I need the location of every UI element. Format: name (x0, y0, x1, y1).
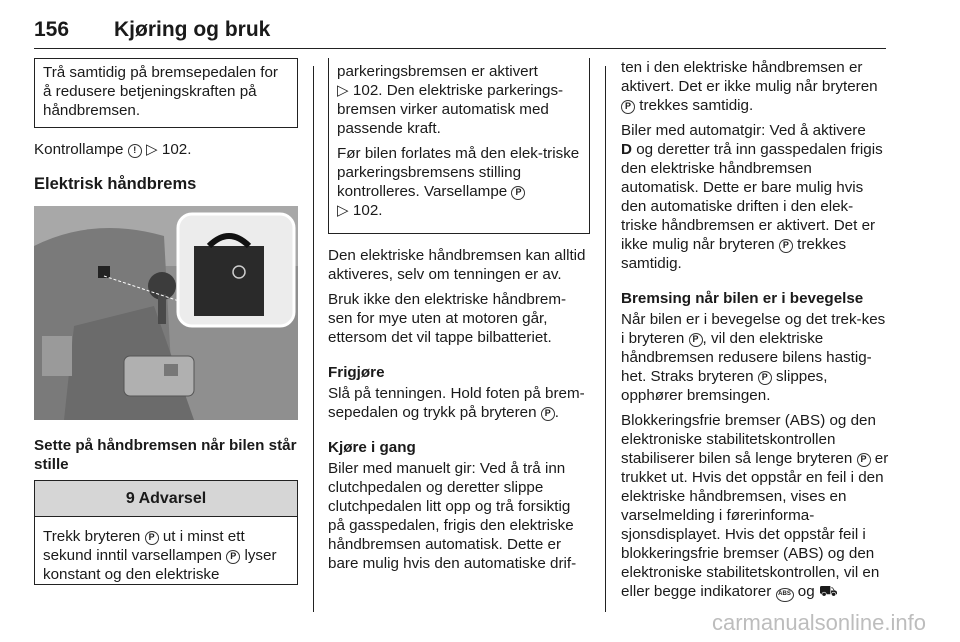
parking-brake-icon: P (145, 531, 159, 545)
page-number: 156 (34, 18, 70, 41)
column-1 (34, 62, 298, 585)
text-p3c: slippes, opphører bremsingen. (621, 368, 828, 404)
text-p2b: og deretter trå inn gasspedalen frigis den elektriske håndbremsen automatisk. Dette er bare mulig hvis den automatiske driften i den elek-triske håndbremsen er aktivert. Det er ikke mulig når bryteren (621, 141, 883, 253)
warning-body (35, 517, 297, 584)
subheading-stationary: Sette på håndbremsen når bilen står stille (34, 437, 297, 473)
text-p2c: trekkes samtidig. (621, 236, 847, 272)
handbrake-photo (34, 206, 298, 420)
text-p2a: Biler med automatgir: Ved å aktivere (621, 122, 866, 139)
text-p3b: , vil den elektriske håndbremsen redusere bilens hastig-het. Straks bryteren (621, 330, 872, 385)
parking-brake-icon: P (226, 550, 240, 564)
warning-text-a: Trekk bryteren (43, 528, 141, 545)
ref-arrow-icon: ▷ (337, 82, 349, 99)
ref-arrow-icon: ▷ (337, 202, 349, 219)
note-text: Trå samtidig på bremsepedalen for å redusere betjeningskraften på håndbremsen. (43, 64, 278, 119)
text-p1a: ten i den elektriske håndbremsen er aktivert. Det er ikke mulig når bryteren (621, 59, 878, 95)
parking-brake-icon: P (621, 100, 635, 114)
parking-brake-icon: P (511, 186, 525, 200)
abs-icon: ABS (776, 588, 794, 602)
release-text-b: . (554, 404, 560, 421)
ref-arrow-icon: ▷ (145, 141, 158, 158)
column-divider-1 (313, 66, 314, 612)
column-3 (621, 59, 889, 608)
section-heading: Elektrisk håndbrems (34, 175, 197, 193)
column-2 (328, 62, 590, 579)
subheading-release: Frigjøre (328, 364, 385, 381)
paragraph: Biler med manuelt gir: Ved å trå inn clutchpedalen og deretter slippe clutchpedalen litt opp og trå forsiktig på gasspedalen, frigis den elektriske håndbremsen automatisk. Dette er bare mulig hvis den automatiske drif- (328, 460, 577, 572)
warning-title: Advarsel (138, 490, 207, 507)
warning-text-c: lyser konstant og den elektriske (43, 547, 277, 583)
gear-d-label: D (621, 141, 632, 158)
stability-control-icon: ⛟ (818, 583, 838, 600)
paragraph: Den elektriske håndbremsen kan alltid aktiveres, selv om tenningen er av. (328, 247, 586, 283)
text-p1b: trekkes samtidig. (639, 97, 754, 114)
page-header (34, 10, 886, 49)
text-p4c: og (797, 583, 815, 600)
box-text-2a: Før bilen forlates må den elek-triske parkeringsbremsens stilling kontrolleres. Varsellampe (337, 145, 580, 200)
warning-text-b: ut i minst ett sekund inntil varsellampen (43, 528, 245, 564)
parking-brake-icon: P (758, 371, 772, 385)
chapter-title: Kjøring og bruk (114, 18, 271, 41)
warning-header (35, 481, 297, 517)
parking-brake-icon: P (857, 453, 871, 467)
warning-icon: 9 (125, 490, 135, 507)
warning-box (34, 480, 298, 585)
note-box (34, 58, 298, 128)
parking-brake-icon: P (541, 407, 555, 421)
control-lamp-label: Kontrollampe (34, 141, 124, 158)
paragraph: Bruk ikke den elektriske håndbrem-sen for mye uten at motoren går, ettersom det vil tappe bilbatteriet. (328, 291, 567, 346)
column-divider-2 (605, 66, 606, 612)
parking-brake-icon: P (689, 333, 703, 347)
watermark: carmanualsonline.info (711, 610, 926, 635)
control-lamp-page: 102. (161, 141, 192, 158)
control-lamp-ref (34, 140, 298, 159)
box-text-1a: parkeringsbremsen er aktivert (337, 63, 538, 80)
text-p4a: Blokkeringsfrie bremser (ABS) og den elektroniske stabilitetskontrollen stabiliserer bilen så lenge bryteren (621, 412, 876, 467)
subheading-braking-moving: Bremsing når bilen er i bevegelse (621, 290, 864, 307)
parking-brake-icon: P (779, 239, 793, 253)
release-text-a: Slå på tenningen. Hold foten på brem-sepedalen og trykk på bryteren (328, 385, 585, 421)
brake-lamp-icon: ! (128, 144, 142, 158)
subheading-drive-off: Kjøre i gang (328, 439, 416, 456)
box-text-1b: 102. Den elektriske parkerings-bremsen virker automatisk med passende kraft. (337, 82, 564, 137)
text-p3a: Når bilen er i bevegelse og det trek-kes i bryteren (621, 311, 886, 347)
box-text-2b: 102. (352, 202, 383, 219)
warning-continued-box (328, 58, 590, 234)
text-p4b: er trukket ut. Hvis det oppstår en feil i den elektriske håndbremsen, vises en varselmelding i førerinforma-sjonsdisplayet. Hvis det oppstår feil i blokkeringsfrie bremser (ABS) og den elektroniske stabilitetskontrollen, vil en eller begge indikatorer (621, 450, 889, 600)
